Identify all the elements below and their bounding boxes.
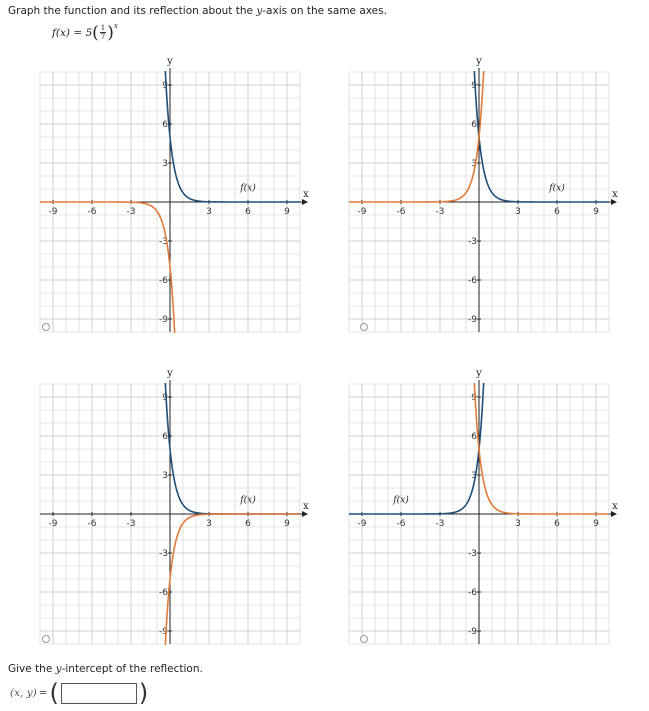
x-tick-label: 3: [515, 519, 521, 529]
y-tick-label: 6: [162, 120, 168, 130]
y-tick-label: -3: [468, 549, 477, 559]
x-tick-label: 6: [554, 207, 560, 217]
y-tick-label: -9: [468, 315, 477, 325]
radio-option-c[interactable]: [42, 635, 50, 643]
x-tick-label: 9: [284, 519, 290, 529]
radio-option-b[interactable]: [360, 323, 368, 331]
y-tick-label: 9: [162, 393, 168, 403]
function-lhs: f(x) = 5: [52, 26, 93, 39]
graph-b-plot: [329, 52, 629, 352]
y-tick-label: 9: [471, 393, 477, 403]
y-tick-label: 6: [471, 120, 477, 130]
y-tick-label: 6: [162, 432, 168, 442]
radio-option-a[interactable]: [42, 323, 50, 331]
reflection-curve: [40, 202, 175, 333]
instruction-part: -axis on the same axes.: [262, 5, 387, 17]
graph-c-plot: [20, 364, 320, 664]
x-tick-label: 3: [206, 519, 212, 529]
x-tick-label: -3: [435, 519, 445, 529]
y-tick-label: -9: [468, 627, 477, 637]
fraction-denominator: 7: [100, 33, 106, 41]
x-axis-title: x: [303, 501, 309, 512]
graph-a-plot: [20, 52, 320, 352]
y-tick-label: 3: [471, 159, 477, 169]
y-tick-label: -6: [468, 588, 477, 598]
function-exponent: x: [113, 21, 118, 30]
instruction-part: Graph the function and its reflection about the: [8, 5, 257, 17]
y-intercept-input[interactable]: [61, 683, 137, 704]
original-curve: [474, 71, 609, 202]
graph-d-plot: [329, 364, 629, 664]
fraction: [100, 24, 106, 41]
question-part: -intercept of the reflection.: [61, 663, 203, 675]
curve-label: f(x): [240, 495, 256, 506]
y-tick-label: -9: [159, 315, 168, 325]
x-tick-label: -9: [357, 519, 367, 529]
reflection-curve: [165, 514, 300, 645]
y-tick-label: 3: [162, 471, 168, 481]
y-axis-title: y: [167, 56, 173, 67]
y-axis-title: y: [167, 368, 173, 379]
x-tick-label: 6: [245, 519, 251, 529]
x-axis-title: x: [303, 189, 309, 200]
y-tick-label: -3: [468, 237, 477, 247]
y-tick-label: -3: [159, 549, 168, 559]
answer-close-paren: ): [138, 679, 149, 707]
x-tick-label: -3: [126, 519, 136, 529]
equals-sign: =: [38, 687, 48, 699]
original-curve: [165, 71, 300, 202]
original-curve: [349, 383, 484, 514]
x-tick-label: -3: [126, 207, 136, 217]
y-tick-label: -9: [159, 627, 168, 637]
fraction-numerator: 1: [100, 24, 106, 32]
answer-open-paren: (: [49, 679, 59, 707]
y-tick-label: 9: [471, 81, 477, 91]
x-tick-label: 6: [245, 207, 251, 217]
answer-row: [10, 680, 148, 706]
graph-option-d: [329, 364, 629, 664]
close-paren: ): [107, 22, 114, 43]
graph-option-a: [20, 52, 320, 352]
y-axis-title: y: [476, 368, 482, 379]
x-tick-label: 6: [554, 519, 560, 529]
y-tick-label: -3: [159, 237, 168, 247]
x-tick-label: 9: [593, 519, 599, 529]
reflection-curve: [474, 383, 609, 514]
x-tick-label: -9: [48, 207, 58, 217]
x-tick-label: -6: [396, 207, 406, 217]
answer-label: (x, y): [10, 687, 37, 699]
question-text: [8, 663, 203, 675]
x-tick-label: -6: [87, 207, 97, 217]
question-variable: y: [55, 663, 62, 675]
y-tick-label: -6: [159, 276, 168, 286]
original-curve: [165, 383, 300, 514]
x-tick-label: 9: [284, 207, 290, 217]
x-tick-label: 3: [206, 207, 212, 217]
graph-option-b: [329, 52, 629, 352]
y-tick-label: 9: [162, 81, 168, 91]
y-tick-label: 3: [162, 159, 168, 169]
instruction-variable: y: [256, 5, 263, 17]
x-tick-label: -9: [48, 519, 58, 529]
y-tick-label: -6: [159, 588, 168, 598]
question-part: Give the: [8, 663, 56, 675]
y-axis-title: y: [476, 56, 482, 67]
y-tick-label: 3: [471, 471, 477, 481]
reflection-curve: [349, 71, 484, 202]
graph-option-c: [20, 364, 320, 664]
x-tick-label: -3: [435, 207, 445, 217]
instruction-text: [8, 5, 387, 17]
open-paren: (: [92, 22, 99, 43]
x-axis-title: x: [612, 501, 618, 512]
function-definition: [52, 21, 118, 43]
x-tick-label: 9: [593, 207, 599, 217]
x-tick-label: -6: [87, 519, 97, 529]
curve-label: f(x): [549, 183, 565, 194]
x-tick-label: 3: [515, 207, 521, 217]
radio-option-d[interactable]: [360, 635, 368, 643]
x-tick-label: -6: [396, 519, 406, 529]
curve-label: f(x): [240, 183, 256, 194]
y-tick-label: -6: [468, 276, 477, 286]
curve-label: f(x): [393, 495, 409, 506]
x-tick-label: -9: [357, 207, 367, 217]
x-axis-title: x: [612, 189, 618, 200]
y-tick-label: 6: [471, 432, 477, 442]
